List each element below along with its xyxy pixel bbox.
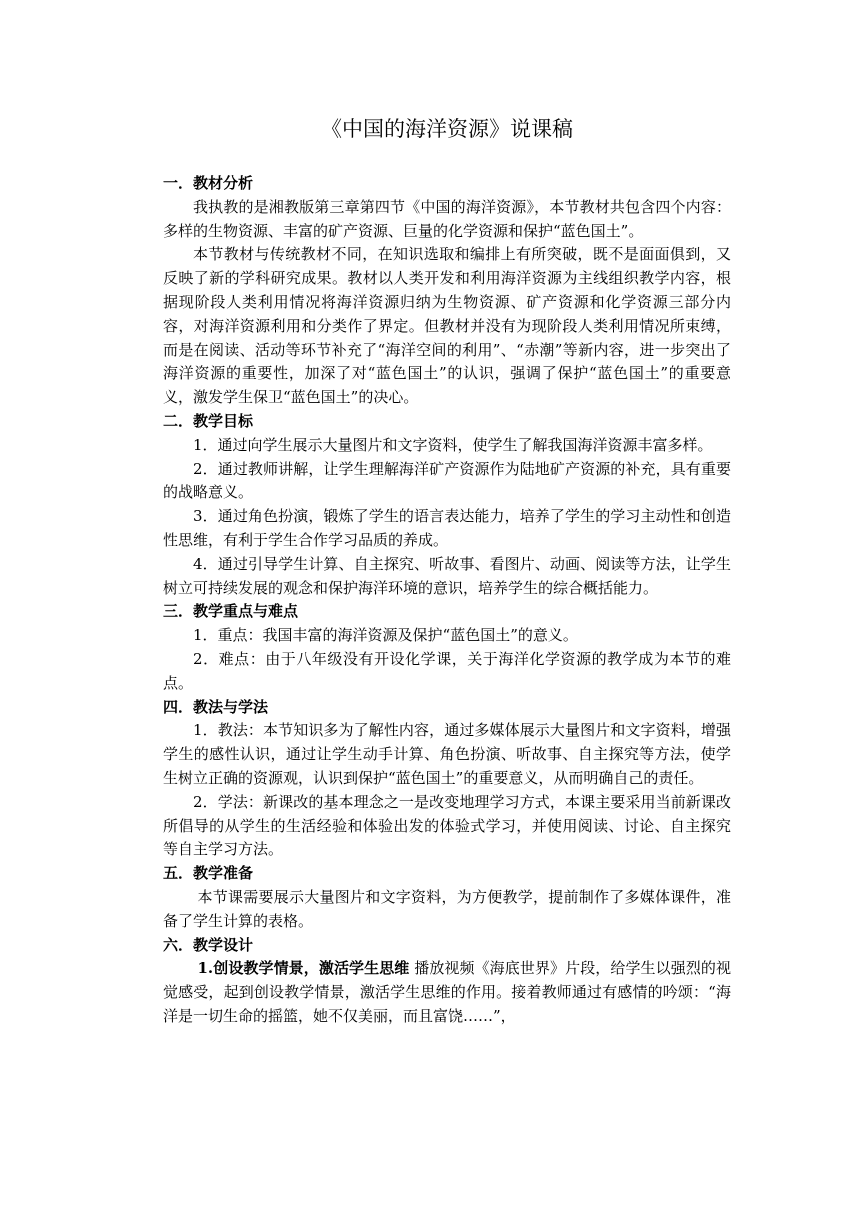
paragraph: 1．教法：本节知识多为了解性内容，通过多媒体展示大量图片和文字资料，增强学生的感性认识，通过让学生动手计算、角色扮演、听故事、自主探究等方法，使学生树立正确的资源观，认识到保护“蓝色国土”的重要意义，从而明确自己的责任。: [163, 721, 731, 787]
paragraph: [163, 957, 731, 1028]
paragraph: 4．通过引导学生计算、自主探究、听故事、看图片、动画、阅读等方法，让学生树立可持续发展的观念和保护海洋环境的意识，培养学生的综合概括能力。: [163, 554, 731, 597]
document-title: 《中国的海洋资源》说课稿: [321, 117, 573, 141]
paragraph: 3．通过角色扮演，锻炼了学生的语言表达能力，培养了学生的学习主动性和创造性思维，有利于学生合作学习品质的养成。: [163, 507, 731, 549]
design-step-text: 播放视频《海底世界》片段，给学生以强烈的视觉感受，起到创设教学情景，激活学生思维的作用。接着教师通过有感情的吟颂：“海洋是一切生命的摇篮，她不仅美丽，而且富饶……”，: [163, 959, 731, 1025]
section-heading-teaching-objectives: 二．教学目标: [163, 411, 254, 430]
section-heading-textbook-analysis: 一．教材分析: [163, 174, 254, 192]
paragraph: 我执教的是湘教版第三章第四节《中国的海洋资源》，本节教材共包含四个内容：多样的生物资源、丰富的矿产资源、巨量的化学资源和保护“蓝色国土”。: [163, 197, 731, 240]
paragraph: 本节课需要展示大量图片和文字资料，为方便教学，提前制作了多媒体课件，准备了学生计算的表格。: [163, 887, 731, 930]
section-heading-preparation: 五．教学准备: [163, 864, 254, 883]
design-step-title: 1.创设教学情景，激活学生思维: [197, 959, 410, 978]
paragraph: 1．通过向学生展示大量图片和文字资料，使学生了解我国海洋资源丰富多样。: [193, 435, 713, 454]
paragraph: 2．学法：新课改的基本理念之一是改变地理学习方式，本课主要采用当前新课改所倡导的从学生的生活经验和体验出发的体验式学习，并使用阅读、讨论、自主探究等自主学习方法。: [163, 792, 731, 859]
section-heading-methods: 四．教法与学法: [163, 697, 269, 716]
paragraph: 2．难点：由于八年级没有开设化学课，关于海洋化学资源的教学成为本节的难点。: [163, 649, 731, 692]
section-heading-key-points: 三．教学重点与难点: [163, 602, 299, 621]
section-heading-teaching-design: 六．教学设计: [163, 935, 254, 954]
paragraph: 2．通过教师讲解，让学生理解海洋矿产资源作为陆地矿产资源的补充，具有重要的战略意义。: [163, 459, 731, 502]
paragraph: 1．重点：我国丰富的海洋资源及保护“蓝色国土”的意义。: [193, 626, 578, 645]
paragraph: 本节教材与传统教材不同，在知识选取和编排上有所突破，既不是面面俱到，又反映了新的学科研究成果。教材以人类开发和利用海洋资源为主线组织教学内容，根据现阶段人类利用情况将海洋资源归纳为生物资源、矿产资源和化学资源三部分内容，对海洋资源利用和分类作了界定。但教材并没有为现阶段人类利用情况所束缚，而是在阅读、活动等环节补充了“海洋空间的利用”、“赤潮”等新内容，进一步突出了海洋资源的重要性，加深了对“蓝色国土”的认识，强调了保护“蓝色国土”的重要意义，激发学生保卫“蓝色国土”的决心。: [163, 245, 731, 407]
document-body: [163, 172, 731, 1029]
